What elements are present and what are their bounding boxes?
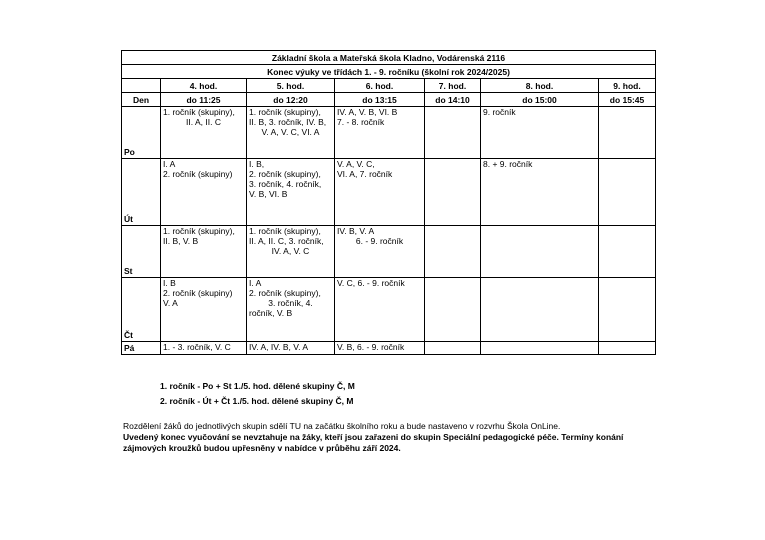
day-label: Út (122, 159, 161, 226)
schedule-cell (481, 342, 599, 355)
class-group-text: V. C, 6. - 9. ročník (337, 278, 405, 288)
schedule-cell (425, 226, 481, 278)
schedule-cell (247, 278, 335, 342)
class-group-text: I. B (163, 278, 176, 288)
schedule-cell (161, 107, 247, 159)
time-header: do 14:10 (425, 93, 481, 107)
class-group-text: IV. A, V. B, VI. B (337, 107, 398, 117)
class-group-text: 1. ročník (skupiny), (163, 107, 235, 117)
class-group-text: 8. + 9. ročník (483, 159, 533, 169)
class-group-text: V. B, 6. - 9. ročník (337, 342, 405, 352)
schedule-cell (599, 107, 656, 159)
schedule-document (121, 50, 656, 355)
hour-header: 9. hod. (599, 79, 656, 93)
class-group-text: 6. - 9. ročník (355, 236, 404, 246)
schedule-cell (335, 278, 425, 342)
schedule-cell (161, 342, 247, 355)
day-label: Čt (122, 278, 161, 342)
day-label: Pá (122, 342, 161, 355)
schedule-cell (599, 226, 656, 278)
group-notes (160, 379, 355, 409)
schedule-cell (481, 159, 599, 226)
schedule-cell (599, 342, 656, 355)
day-label: Po (122, 107, 161, 159)
class-group-text: 1. - 3. ročník, V. C (163, 342, 231, 352)
class-group-text: II. A, II. C (186, 117, 221, 127)
day-row (122, 107, 656, 159)
footer-line-2: Uvedený konec vyučování se nevztahuje na žáky, kteří jsou zařazeni do skupin Speciální pedagogické péče. Termíny konání zájmových kroužků budou upřesněny v nabídce v průběhu září 2024. (123, 432, 624, 453)
day-row (122, 226, 656, 278)
class-group-text: V. B, VI. B (249, 189, 288, 199)
day-row (122, 159, 656, 226)
day-row (122, 342, 656, 355)
schedule-cell (161, 159, 247, 226)
class-group-text: 1. ročník (skupiny), (163, 226, 235, 236)
class-group-text: I. A (163, 159, 176, 169)
class-group-text: VI. A, 7. ročník (337, 169, 393, 179)
schedule-cell (425, 342, 481, 355)
class-group-text: I. B, (249, 159, 265, 169)
class-group-text: 2. ročník (skupiny), (249, 169, 321, 179)
day-label: St (122, 226, 161, 278)
schedule-cell (161, 278, 247, 342)
class-group-text: II. B, V. B (163, 236, 199, 246)
time-header: do 15:00 (481, 93, 599, 107)
hour-header: 7. hod. (425, 79, 481, 93)
note-line: 1. ročník - Po + St 1./5. hod. dělené skupiny Č, M (160, 381, 355, 391)
class-group-text: ročník, V. B (249, 308, 293, 318)
time-header: do 11:25 (161, 93, 247, 107)
schedule-cell (247, 107, 335, 159)
schedule-cell (247, 226, 335, 278)
class-group-text: IV. B, V. A (337, 226, 375, 236)
schedule-cell (161, 226, 247, 278)
class-group-text: 2. ročník (skupiny), (249, 288, 321, 298)
hour-header: 8. hod. (481, 79, 599, 93)
time-header: do 12:20 (247, 93, 335, 107)
schedule-cell (599, 159, 656, 226)
class-group-text: 2. ročník (skupiny) (163, 169, 233, 179)
schedule-cell (425, 159, 481, 226)
schedule-cell (247, 159, 335, 226)
schedule-cell (247, 342, 335, 355)
schedule-cell (335, 159, 425, 226)
class-group-text: 9. ročník (483, 107, 516, 117)
class-group-text: 3. ročník, 4. (268, 298, 313, 308)
schedule-table (121, 50, 656, 355)
footer-text (123, 421, 653, 454)
hour-header: 5. hod. (247, 79, 335, 93)
schedule-cell (481, 226, 599, 278)
class-group-text: II. B, 3. ročník, IV. B, (249, 117, 327, 127)
day-rows (122, 107, 656, 355)
class-group-text: V. A, V. C, VI. A (261, 127, 320, 137)
hour-header: 6. hod. (335, 79, 425, 93)
schedule-cell (599, 278, 656, 342)
class-group-text: II. A, II. C, 3. ročník, (249, 236, 324, 246)
note-line: 2. ročník - Út + Čt 1./5. hod. dělené skupiny Č, M (160, 396, 354, 406)
class-group-text: V. A (163, 298, 178, 308)
schedule-cell (335, 342, 425, 355)
footer-line-1: Rozdělení žáků do jednotlivých skupin sdělí TU na začátku školního roku a bude nastaveno v rozvrhu Škola OnLine. (123, 421, 561, 431)
schedule-cell (481, 278, 599, 342)
class-group-text: 2. ročník (skupiny) (163, 288, 233, 298)
schedule-cell (481, 107, 599, 159)
class-group-text: I. A (249, 278, 262, 288)
class-group-text: 3. ročník, 4. ročník, (249, 179, 322, 189)
time-header: do 15:45 (599, 93, 656, 107)
school-title: Základní škola a Mateřská škola Kladno, Vodárenská 2116 (122, 51, 656, 65)
schedule-cell (335, 226, 425, 278)
schedule-subtitle: Konec výuky ve třídách 1. - 9. ročníku (školní rok 2024/2025) (122, 65, 656, 79)
class-group-text: 1. ročník (skupiny), (249, 226, 321, 236)
hour-header: 4. hod. (161, 79, 247, 93)
schedule-cell (425, 278, 481, 342)
class-group-text: IV. A, IV. B, V. A (249, 342, 309, 352)
class-group-text: IV. A, V. C (271, 246, 310, 256)
den-label: Den (122, 93, 161, 107)
corner-cell (122, 79, 161, 93)
time-header: do 13:15 (335, 93, 425, 107)
schedule-cell (425, 107, 481, 159)
class-group-text: V. A, V. C, (337, 159, 375, 169)
class-group-text: 1. ročník (skupiny), (249, 107, 321, 117)
schedule-cell (335, 107, 425, 159)
day-row (122, 278, 656, 342)
class-group-text: 7. - 8. ročník (337, 117, 385, 127)
